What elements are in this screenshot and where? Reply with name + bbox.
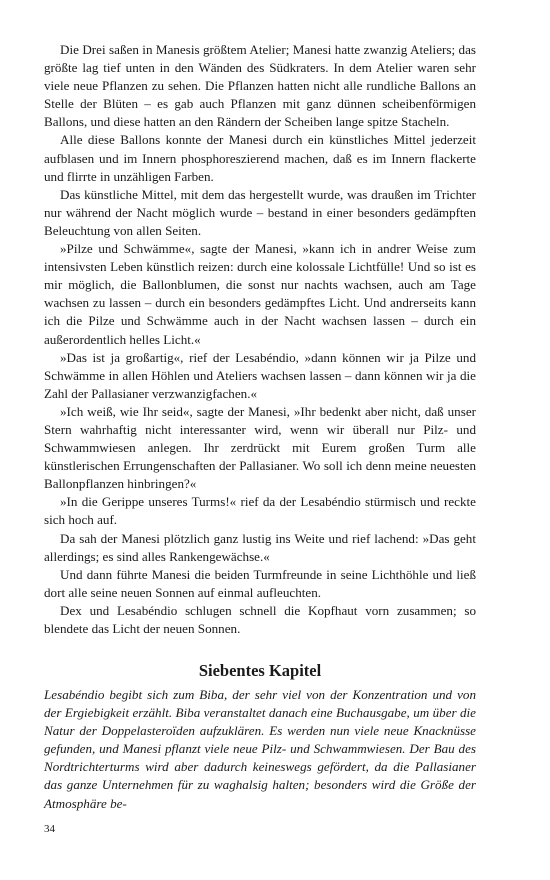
paragraph: Alle diese Ballons konnte der Manesi durch ein künstliches Mittel jederzeit aufblasen und im Innern phosphoreszierend machen, daß es im Innern flackerte und flirrte in unzähligen Farben. xyxy=(44,132,476,184)
paragraph: Das künstliche Mittel, mit dem das hergestellt wurde, was draußen im Trichter nur während der Nacht möglich wurde – bestand in einer besonders gedämpften Beleuchtung von allen Seiten. xyxy=(44,186,476,238)
paragraph: Die Drei saßen in Manesis größtem Atelier; Manesi hatte zwanzig Ateliers; das größte lag tief unten in den Wänden des Südkraters. In dem Atelier waren sehr viele neue Pflanzen zu sehen. Die Pflanzen hatten nicht alle rundliche Ballons an Stelle der Blüten – es gab auch Pflanzen mit ganz dünnen scheibenförmigen Ballons, und diese hatten an den Rändern der Scheiben lange spitze Stacheln. xyxy=(44,42,476,130)
chapter-summary-text: Lesabéndio begibt sich zum Biba, der sehr viel von der Konzentration und von der Ergiebigkeit erzählt. Biba veranstaltet danach eine Buchausgabe, um über die Natur der Doppelasteroïden aufzuklären. Es werden nun viele neue Knacknüsse gefunden, und Manesi pflanzt viele neue Pilz- und Schwammwiesen. Der Bau des Nordtrichterturms wird aber dadurch keineswegs gefördert, da die Pallasianer das ganze Unternehmen für zu waghalsig halten; besonders wird die Größe der Atmosphäre be- xyxy=(44,687,476,811)
paragraph: Dex und Lesabéndio schlugen schnell die Kopfhaut vorn zusammen; so blendete das Licht der neuen Sonnen. xyxy=(44,602,476,636)
paragraph: »In die Gerippe unseres Turms!« rief da der Lesabéndio stürmisch und reckte sich hoch auf. xyxy=(44,494,476,528)
body-text xyxy=(44,41,476,638)
paragraph: Da sah der Manesi plötzlich ganz lustig ins Weite und rief lachend: »Das geht allerdings; es sind alles Rankengewächse.« xyxy=(44,530,476,564)
page-number: 34 xyxy=(44,823,55,835)
paragraph: »Ich weiß, wie Ihr seid«, sagte der Manesi, »Ihr bedenkt aber nicht, daß unser Stern wahrhaftig nicht interessanter wird, wenn wir überall nur Pilz- und Schwammwiesen anlegen. Ihr zerdrückt mit Eurem großen Turm alle künstlerischen Errungenschaften der Pallasianer. Wo soll ich denn meine neuesten Ballonpflanzen hinbringen?« xyxy=(44,403,476,492)
paragraph: »Das ist ja großartig«, rief der Lesabéndio, »dann können wir ja Pilze und Schwämme in allen Höhlen und Ateliers wachsen lassen – dann können wir ja die Zahl der Pallasianer verzwanzigfachen.« xyxy=(44,349,476,401)
paragraph: Und dann führte Manesi die beiden Turmfreunde in seine Lichthöhle und ließ dort alle seine neuen Sonnen auf einmal aufleuchten. xyxy=(44,566,476,600)
chapter-summary xyxy=(44,686,476,813)
paragraph: »Pilze und Schwämme«, sagte der Manesi, »kann ich in andrer Weise zum intensivsten Leben künstlich reizen: durch eine kolossale Lichtfülle! Und so ist es mir möglich, die Ballonblumen, die sonst nur nachts wachsen, auch am Tage wachsen zu lassen – durch ein besonders gedämpftes Licht. Und andrerseits kann ich die Pilze und Schwämme auch in der Nacht wachsen lassen – durch ein außerordentlich helles Licht.« xyxy=(44,241,476,347)
chapter-title: Siebentes Kapitel xyxy=(198,661,322,680)
